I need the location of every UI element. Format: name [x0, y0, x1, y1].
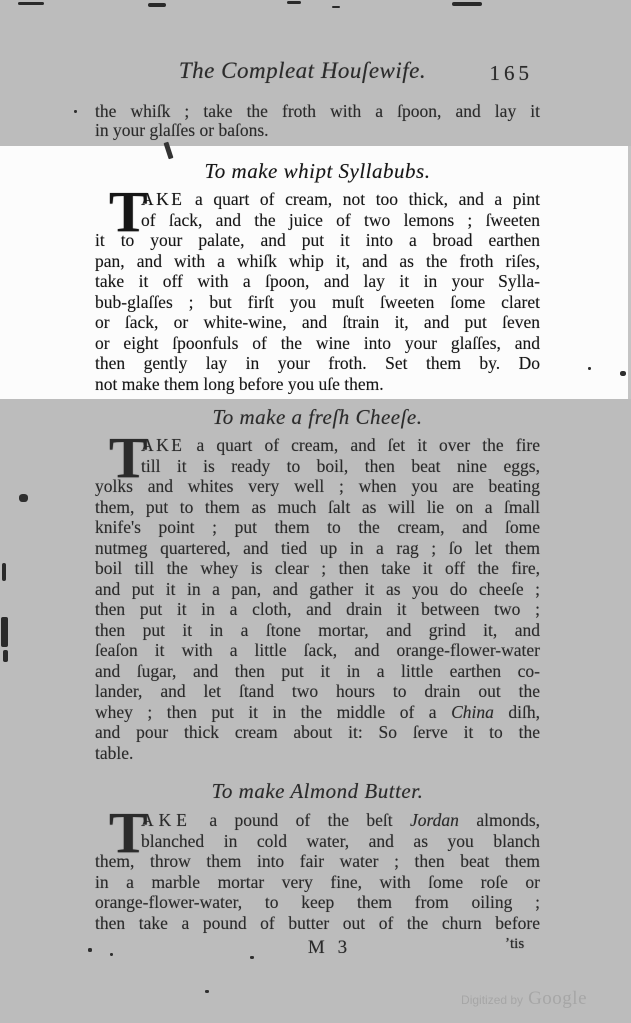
- scan-speck: [1, 617, 8, 647]
- text-line: ſeaſon it with a little ſack, and orange-flower-water: [95, 640, 540, 660]
- text-line: and pour thick cream about it: So ſerve it to the: [95, 722, 540, 742]
- scan-speck: [205, 990, 209, 993]
- scan-speck: [19, 494, 28, 502]
- catchword: ʼtis: [505, 936, 525, 952]
- scan-speck: [332, 6, 340, 8]
- recipe-heading: To make a freſh Cheeſe.: [212, 405, 423, 429]
- text-line: yolks and whites very well ; when you are beating: [95, 476, 540, 496]
- recipe-heading: To make Almond Butter.: [211, 779, 424, 803]
- text-line: and ſugar, and then put it in a little earthen co-: [95, 660, 540, 681]
- text-line: AKE a quart of cream, and ſet it over the fire: [141, 435, 540, 455]
- scan-speck: [3, 650, 8, 662]
- recipe-section-fresh-cheese: [95, 403, 540, 763]
- recipe-section-almond-butter: [95, 777, 540, 933]
- text-line: bub-glaſſes ; but firſt you muſt ſweeten ſome claret: [95, 291, 540, 312]
- text-line: lander, and let ſtand two hours to drain out the: [95, 681, 540, 701]
- signature-mark: M 3: [307, 937, 352, 958]
- text-line: AKE a pound of the beſt Jordan almonds,: [141, 810, 540, 830]
- recipe-paragraph: [95, 800, 540, 933]
- scan-speck: [88, 948, 92, 952]
- text-line: knife's point ; put them to the cream, and ſome: [95, 517, 540, 537]
- text-block: [95, 58, 540, 961]
- text-line: whey ; then put it in the middle of a China diſh,: [95, 701, 540, 722]
- text-line: it to your palate, and put it into a broad earthen: [95, 230, 540, 250]
- text-line: blanched in cold water, and as you blanch: [141, 830, 540, 851]
- drop-cap: T: [109, 425, 148, 490]
- running-header: [95, 58, 540, 102]
- text-line: or eight ſpoonfuls of the wine into your glaſſes, and: [95, 332, 540, 353]
- scan-speck: [588, 367, 591, 370]
- recipe-paragraph: [95, 179, 540, 394]
- watermark-prefix: Digitized by: [461, 993, 524, 1007]
- text-line: the whiſk ; take the froth with a ſpoon, and lay it: [95, 101, 540, 121]
- text-line: AKE a quart of cream, not too thick, and a pint: [141, 189, 540, 209]
- text-line: them, throw them into fair water ; then beat them: [95, 851, 540, 871]
- text-line: take it off with a ſpoon, and lay it in your Sylla-: [95, 271, 540, 291]
- text-line: and put it in a pan, and gather it as you do cheeſe ;: [95, 578, 540, 599]
- text-line: not make them long before you uſe them.: [95, 373, 384, 394]
- drop-cap: T: [109, 800, 148, 865]
- recipe-section-syllabubs: [95, 157, 540, 394]
- scan-speck: [452, 2, 482, 6]
- text-line: table.: [95, 742, 134, 763]
- text-line: them, put to them as much ſalt as will lie on a ſmall: [95, 496, 540, 517]
- text-line: or ſack, or white-wine, and ſtrain it, and put ſeven: [95, 312, 540, 332]
- text-line: pan, and with a whiſk whip it, and as the froth riſes,: [95, 250, 540, 271]
- text-line: then put it in a ſtone mortar, and grind it, and: [95, 619, 540, 640]
- drop-cap: T: [109, 179, 148, 244]
- text-line: of ſack, and the juice of two lemons ; ſweeten: [141, 209, 540, 230]
- text-line: nutmeg quartered, and tied up in a rag ; ſo let them: [95, 537, 540, 558]
- text-line: in a marble mortar very fine, with ſome roſe or: [95, 871, 540, 892]
- scan-speck: [18, 2, 44, 5]
- recipe-paragraph: [95, 425, 540, 763]
- scan-speck: [2, 563, 6, 581]
- google-logo-text: Google: [528, 988, 587, 1009]
- text-line: then take a pound of butter out of the churn before: [95, 912, 540, 933]
- text-line: then put it in a cloth, and drain it between two ;: [95, 599, 540, 619]
- text-line: in your glaſſes or baſons.: [95, 119, 269, 140]
- scan-speck: [148, 3, 166, 7]
- text-line: boil till the whey is clear ; then take it off the fire,: [95, 558, 540, 578]
- recipe-heading: To make whipt Syllabubs.: [204, 159, 431, 183]
- text-line: then gently lay in your froth. Set them by. Do: [95, 353, 540, 373]
- text-line: orange-flower-water, to keep them from oiling ;: [95, 892, 540, 912]
- carryover-paragraph: [95, 102, 540, 139]
- digitized-by-google-watermark: [461, 988, 587, 1010]
- scan-speck: [74, 110, 77, 113]
- page-number: 165: [489, 61, 533, 85]
- running-header-title: The Compleat Houſewife.: [178, 58, 427, 83]
- scan-speck: [287, 1, 301, 4]
- text-line: till it is ready to boil, then beat nine eggs,: [141, 455, 540, 476]
- scan-speck: [620, 371, 626, 376]
